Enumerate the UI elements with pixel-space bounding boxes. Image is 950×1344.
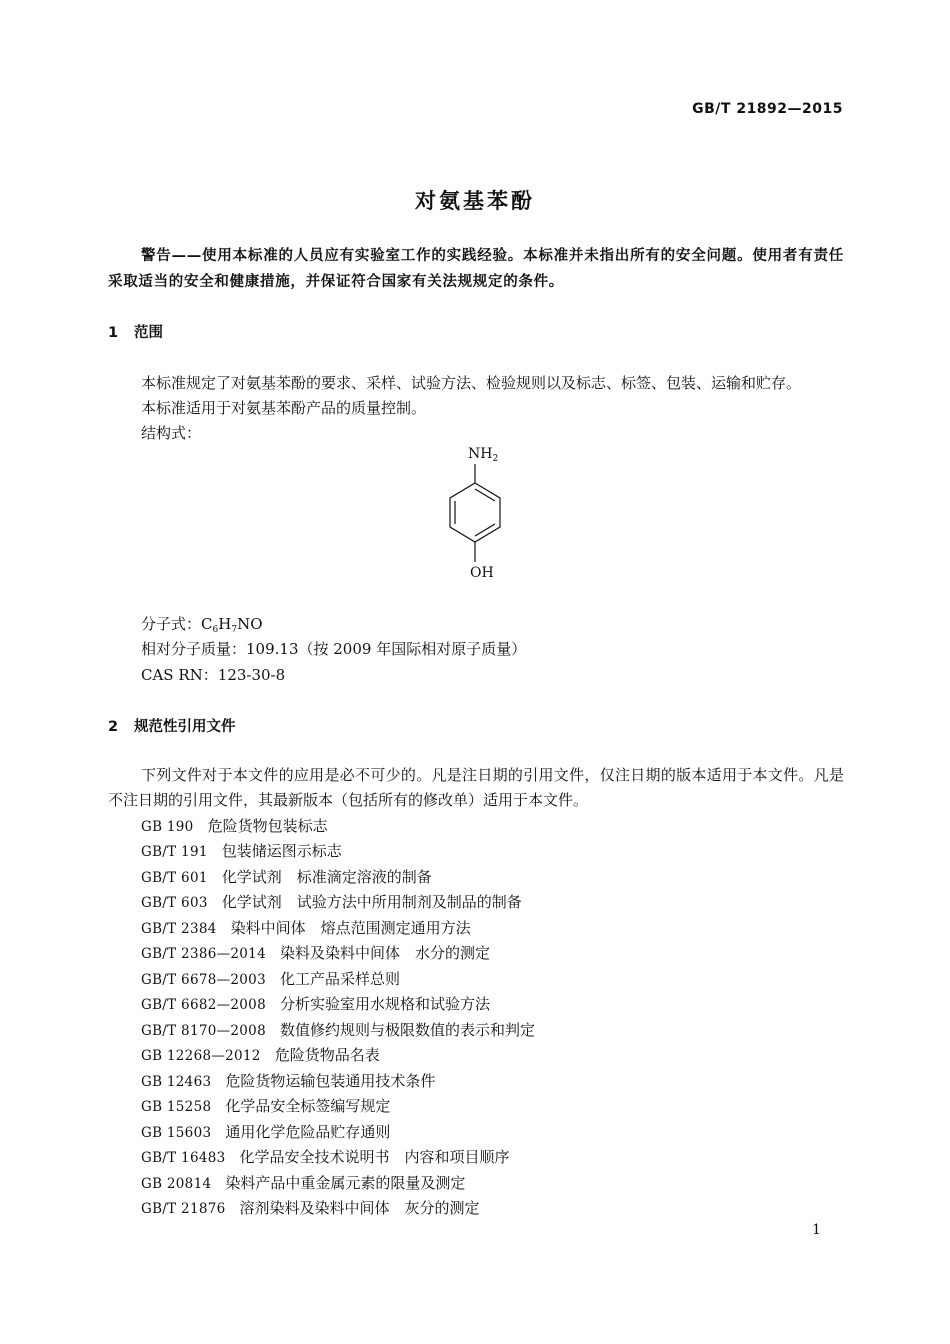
formula-c-sub: 6 xyxy=(212,625,219,635)
reference-item xyxy=(141,1095,390,1116)
reference-item xyxy=(141,1172,465,1193)
reference-title: 化学试剂 试验方法中所用制剂及制品的制备 xyxy=(221,893,522,911)
reference-code: GB 15603 xyxy=(141,1125,212,1141)
reference-item xyxy=(141,917,471,938)
amino-group-text: NH xyxy=(468,446,493,462)
reference-code: GB/T 8170—2008 xyxy=(141,1023,266,1039)
reference-code: GB/T 21876 xyxy=(141,1201,226,1217)
reference-title: 溶剂染料及染料中间体 灰分的测定 xyxy=(239,1199,480,1217)
reference-code: GB/T 6682—2008 xyxy=(141,997,266,1013)
section-2-heading xyxy=(108,715,236,736)
formula-label: 分子式： xyxy=(141,615,202,633)
reference-title: 分析实验室用水规格和试验方法 xyxy=(279,995,490,1013)
cas-number-line: CAS RN：123-30-8 xyxy=(141,666,286,684)
reference-item xyxy=(141,1044,380,1065)
reference-item xyxy=(141,1019,535,1040)
benzene-ring-diagram xyxy=(440,462,510,568)
reference-code: GB/T 16483 xyxy=(141,1150,226,1166)
reference-title: 危险货物运输包装通用技术条件 xyxy=(225,1072,436,1090)
reference-title: 数值修约规则与极限数值的表示和判定 xyxy=(279,1021,535,1039)
reference-title: 危险货物品名表 xyxy=(274,1046,380,1064)
reference-code: GB/T 603 xyxy=(141,895,208,911)
reference-item xyxy=(141,840,342,861)
double-bond-1 xyxy=(475,489,495,501)
warning-paragraph: 警告——使用本标准的人员应有实验室工作的实践经验。本标准并未指出所有的安全问题。使用者有责任采取适当的安全和健康措施，并保证符合国家有关法规规定的条件。 xyxy=(108,248,844,290)
scope-paragraph-1: 本标准规定了对氨基苯酚的要求、采样、试验方法、检验规则以及标志、标签、包装、运输和贮存。 xyxy=(141,374,802,392)
reference-item xyxy=(141,1197,480,1218)
section-1-number: 1 xyxy=(108,325,119,341)
section-1-title: 范围 xyxy=(134,325,163,341)
reference-title: 染料及染料中间体 水分的测定 xyxy=(279,944,490,962)
reference-code: GB/T 2386—2014 xyxy=(141,946,266,962)
reference-item xyxy=(141,866,432,887)
reference-item xyxy=(141,1070,435,1091)
reference-title: 化学试剂 标准滴定溶液的制备 xyxy=(221,868,432,886)
reference-title: 化学品安全技术说明书 内容和项目顺序 xyxy=(239,1148,510,1166)
formula-c: C xyxy=(201,615,213,633)
scope-paragraph-2: 本标准适用于对氨基苯酚产品的质量控制。 xyxy=(141,399,427,417)
molecular-formula-line xyxy=(141,613,263,635)
amino-group-subscript: 2 xyxy=(492,454,499,464)
reference-item xyxy=(141,942,490,963)
reference-code: GB/T 6678—2003 xyxy=(141,972,266,988)
reference-title: 危险货物包装标志 xyxy=(207,817,328,835)
section-1-heading xyxy=(108,321,163,342)
reference-title: 化工产品采样总则 xyxy=(279,970,400,988)
reference-code: GB 190 xyxy=(141,819,194,835)
reference-code: GB/T 601 xyxy=(141,870,208,886)
reference-item xyxy=(141,1146,510,1167)
reference-item xyxy=(141,891,522,912)
reference-title: 染料产品中重金属元素的限量及测定 xyxy=(225,1174,466,1192)
hydroxyl-group-label: OH xyxy=(470,565,494,581)
structure-label: 结构式： xyxy=(141,424,202,442)
reference-item xyxy=(141,968,400,989)
reference-item xyxy=(141,1121,390,1142)
reference-code: GB 15258 xyxy=(141,1099,212,1115)
reference-title: 包装储运图示标志 xyxy=(221,842,342,860)
formula-rest: NO xyxy=(237,615,263,633)
standard-code: GB/T 21892—2015 xyxy=(692,101,843,117)
reference-item xyxy=(141,815,328,836)
molar-mass-line: 相对分子质量：109.13（按 2009 年国际相对原子质量） xyxy=(141,640,527,658)
section-2-title: 规范性引用文件 xyxy=(134,719,236,735)
formula-h-sub: 7 xyxy=(231,625,238,635)
page-number: 1 xyxy=(812,1222,821,1238)
reference-code: GB 20814 xyxy=(141,1176,212,1192)
reference-code: GB/T 191 xyxy=(141,844,208,860)
reference-title: 化学品安全标签编写规定 xyxy=(225,1097,391,1115)
double-bond-2 xyxy=(475,524,495,536)
reference-code: GB 12463 xyxy=(141,1074,212,1090)
references-intro: 下列文件对于本文件的应用是必不可少的。凡是注日期的引用文件，仅注日期的版本适用于本文件。凡是不注日期的引用文件，其最新版本（包括所有的修改单）适用于本文件。 xyxy=(108,766,844,809)
section-2-number: 2 xyxy=(108,719,119,735)
reference-title: 染料中间体 熔点范围测定通用方法 xyxy=(230,919,471,937)
document-title: 对氨基苯酚 xyxy=(415,189,535,213)
reference-code: GB 12268—2012 xyxy=(141,1048,261,1064)
reference-code: GB/T 2384 xyxy=(141,921,217,937)
reference-item xyxy=(141,993,490,1014)
formula-h: H xyxy=(218,615,232,633)
reference-title: 通用化学危险品贮存通则 xyxy=(225,1123,391,1141)
hexagon-ring xyxy=(450,483,500,542)
